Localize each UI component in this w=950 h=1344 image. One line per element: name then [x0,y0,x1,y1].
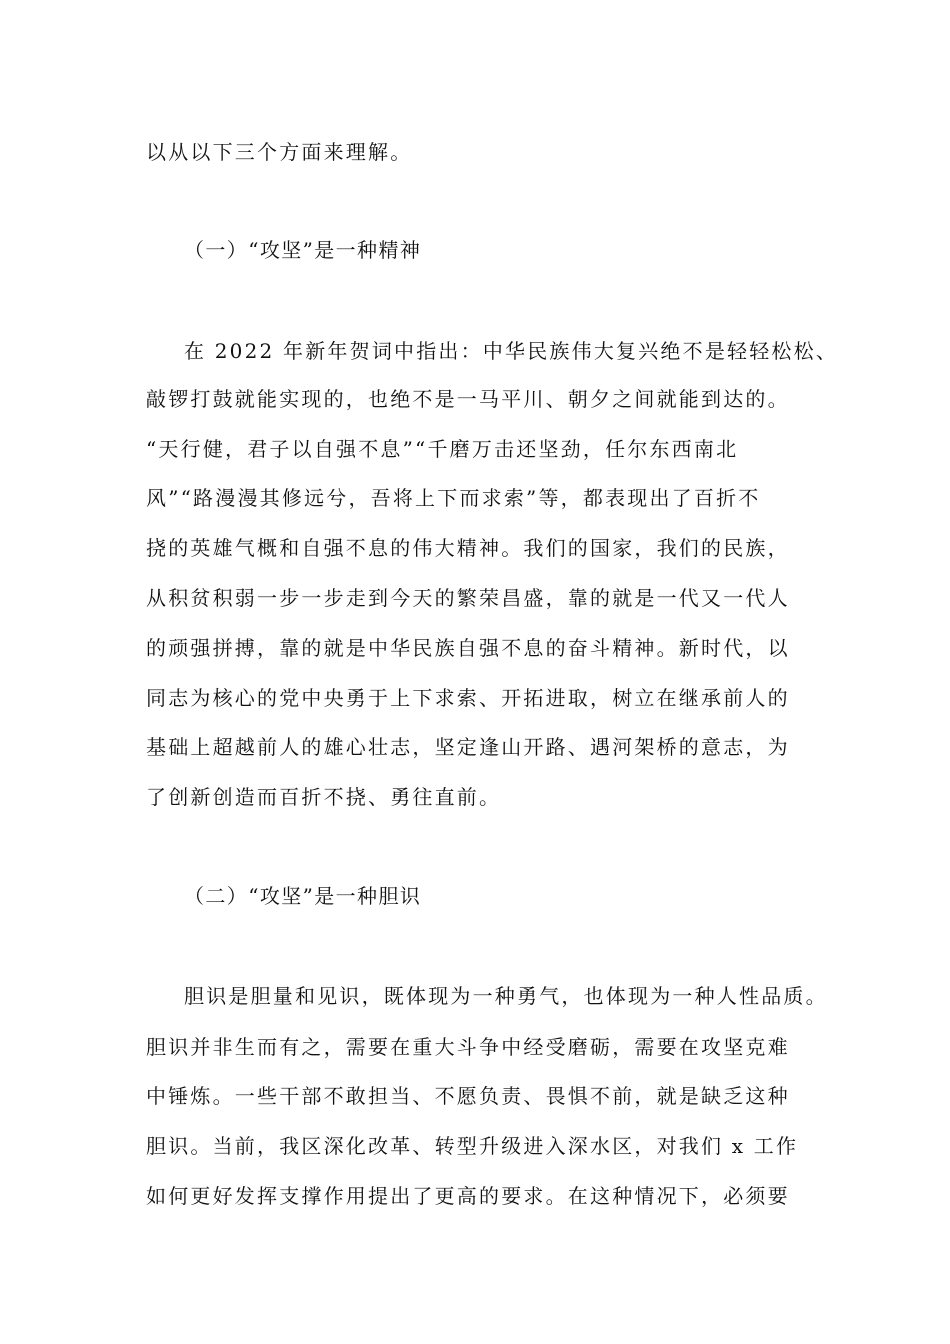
section1-line-1: 在 2022 年新年贺词中指出：中华民族伟大复兴绝不是轻轻松松、 [184,339,839,363]
section1-line-5: 挠的英雄气概和自强不息的伟大精神。我们的国家，我们的民族， [146,536,790,560]
section1-line-3: “天行健，君子以自强不息”“千磨万击还坚劲，任尔东西南北 [146,437,739,461]
section2-line-4: 胆识。当前，我区深化改革、转型升级进入深水区，对我们 x 工作 [146,1134,799,1158]
intro-tail-line: 以从以下三个方面来理解。 [146,140,413,164]
section1-heading: （一）“攻坚”是一种精神 [184,238,422,262]
section1-line-2: 敲锣打鼓就能实现的，也绝不是一马平川、朝夕之间就能到达的。 [146,387,790,411]
section1-line-6: 从积贫积弱一步一步走到今天的繁荣昌盛，靠的就是一代又一代人 [146,586,790,610]
section2-line-3: 中锤炼。一些干部不敢担当、不愿负责、畏惧不前，就是缺乏这种 [146,1084,790,1108]
section2-heading: （二）“攻坚”是一种胆识 [184,884,422,908]
section1-line-4: 风”“路漫漫其修远兮，吾将上下而求索”等，都表现出了百折不 [146,486,761,510]
section1-line-7: 的顽强拼搏，靠的就是中华民族自强不息的奋斗精神。新时代，以 [146,636,790,660]
section1-line-9: 基础上超越前人的雄心壮志，坚定逢山开路、遇河架桥的意志，为 [146,735,790,759]
section1-line-10: 了创新创造而百折不挠、勇往直前。 [146,785,502,809]
section2-line-1: 胆识是胆量和见识，既体现为一种勇气，也体现为一种人性品质。 [184,984,828,1008]
section2-line-5: 如何更好发挥支撑作用提出了更高的要求。在这种情况下，必须要 [146,1184,790,1208]
section2-line-2: 胆识并非生而有之，需要在重大斗争中经受磨砺，需要在攻坚克难 [146,1035,790,1059]
section1-line-8: 同志为核心的党中央勇于上下求索、开拓进取，树立在继承前人的 [146,686,790,710]
